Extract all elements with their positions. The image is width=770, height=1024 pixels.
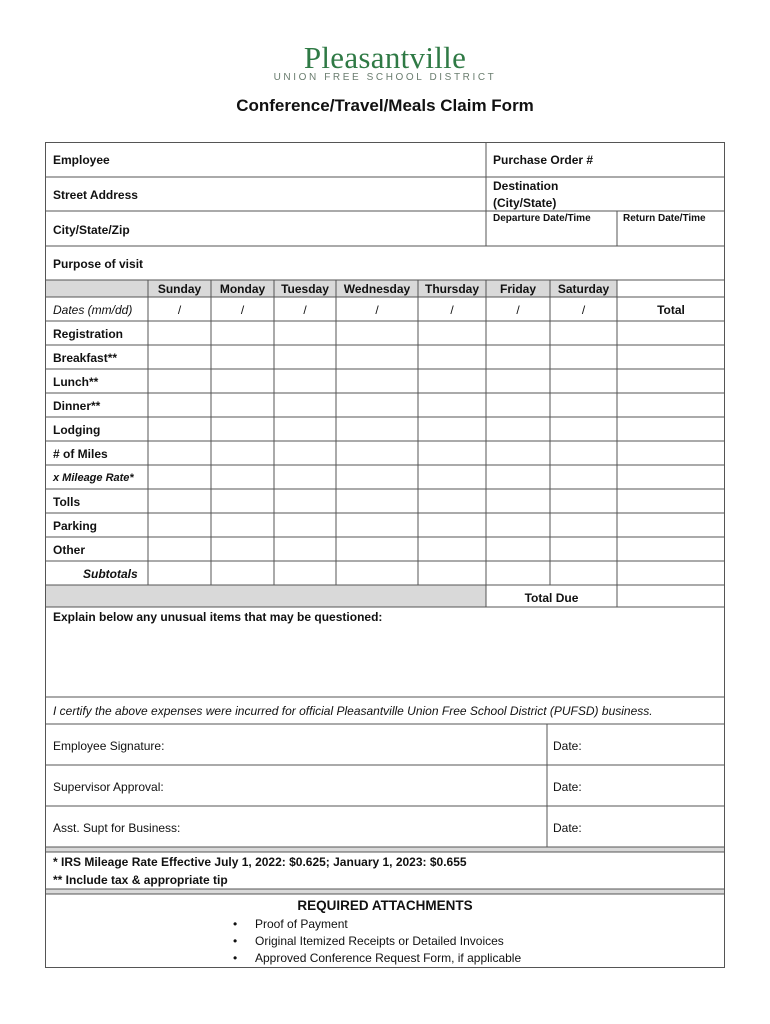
asst-supt-business-date-label[interactable]: Date: (553, 821, 582, 835)
day-header-wednesday: Wednesday (343, 282, 411, 296)
attachment-item-label: Original Itemized Receipts or Detailed Invoices (255, 934, 504, 948)
irs-mileage-note: * IRS Mileage Rate Effective July 1, 2022: $0.625; January 1, 2023: $0.655 (53, 855, 467, 869)
attachment-item-label: Proof of Payment (255, 917, 348, 931)
row-label-lunch: Lunch** (53, 375, 99, 389)
claim-form-table (45, 142, 725, 968)
date-cell-wednesday[interactable]: / (375, 303, 379, 317)
table-grid-lines (45, 142, 725, 968)
supervisor-approval-date-label[interactable]: Date: (553, 780, 582, 794)
district-logo-subtitle: UNION FREE SCHOOL DISTRICT (273, 72, 497, 83)
bullet-icon: • (233, 917, 238, 931)
day-header-saturday: Saturday (557, 282, 610, 296)
total-due-label: Total Due (524, 591, 579, 605)
street-address-field-label[interactable]: Street Address (53, 188, 138, 202)
day-header-tuesday: Tuesday (281, 282, 329, 296)
bullet-icon: • (233, 934, 238, 948)
purpose-field-label[interactable]: Purpose of visit (53, 257, 144, 271)
supervisor-approval-label[interactable]: Supervisor Approval: (53, 780, 164, 794)
date-cell-saturday[interactable]: / (581, 303, 586, 317)
employee-field-label[interactable]: Employee (53, 153, 110, 167)
total-column-header: Total (657, 303, 685, 317)
row-label-registration: Registration (53, 327, 124, 341)
employee-signature-date-label[interactable]: Date: (553, 739, 582, 753)
city-state-zip-field-label[interactable]: City/State/Zip (53, 223, 130, 237)
form-title: Conference/Travel/Meals Claim Form (236, 96, 534, 115)
date-cell-tuesday[interactable]: / (303, 303, 307, 317)
day-header-friday: Friday (499, 282, 536, 296)
attachment-item-conference-request (233, 951, 521, 965)
date-cell-thursday[interactable]: / (450, 303, 454, 317)
attachment-item-proof (233, 917, 348, 931)
date-cell-friday[interactable]: / (516, 303, 520, 317)
row-label-other: Other (53, 543, 86, 557)
row-label-breakfast: Breakfast** (53, 351, 118, 365)
destination-field-label[interactable]: Destination (493, 179, 559, 193)
row-label-dinner: Dinner** (53, 399, 101, 413)
required-attachments-title: REQUIRED ATTACHMENTS (297, 898, 473, 913)
explain-section-label[interactable]: Explain below any unusual items that may be questioned: (53, 610, 383, 624)
purchase-order-field-label[interactable]: Purchase Order # (493, 153, 594, 167)
bullet-icon: • (233, 951, 238, 965)
tax-tip-note: ** Include tax & appropriate tip (53, 873, 228, 887)
return-field-label[interactable]: Return Date/Time (623, 213, 706, 224)
attachment-item-receipts (233, 934, 504, 948)
destination-field-sublabel: (City/State) (493, 196, 557, 210)
row-label-lodging: Lodging (53, 423, 101, 437)
row-label-subtotals: Subtotals (83, 567, 138, 581)
row-label-parking: Parking (53, 519, 98, 533)
total-due-shade (45, 585, 486, 607)
date-cell-monday[interactable]: / (240, 303, 245, 317)
departure-field-label[interactable]: Departure Date/Time (493, 213, 591, 224)
dates-row-label: Dates (mm/dd) (53, 303, 133, 317)
asst-supt-business-label[interactable]: Asst. Supt for Business: (53, 821, 181, 835)
notes-top-shade (45, 847, 725, 852)
row-label-mileage-rate: x Mileage Rate* (53, 472, 134, 484)
day-header-monday: Monday (219, 282, 266, 296)
row-label-tolls: Tolls (53, 495, 81, 509)
employee-signature-label[interactable]: Employee Signature: (53, 739, 165, 753)
certification-statement: I certify the above expenses were incurred for official Pleasantville Union Free School District (PUFSD) business. (53, 704, 653, 718)
day-header-thursday: Thursday (424, 282, 479, 296)
row-label-miles: # of Miles (53, 447, 108, 461)
day-header-sunday: Sunday (157, 282, 202, 296)
notes-bottom-shade (45, 889, 725, 894)
district-logo-name: Pleasantville (303, 40, 467, 75)
date-cell-sunday[interactable]: / (177, 303, 182, 317)
attachment-item-label: Approved Conference Request Form, if applicable (255, 951, 522, 965)
